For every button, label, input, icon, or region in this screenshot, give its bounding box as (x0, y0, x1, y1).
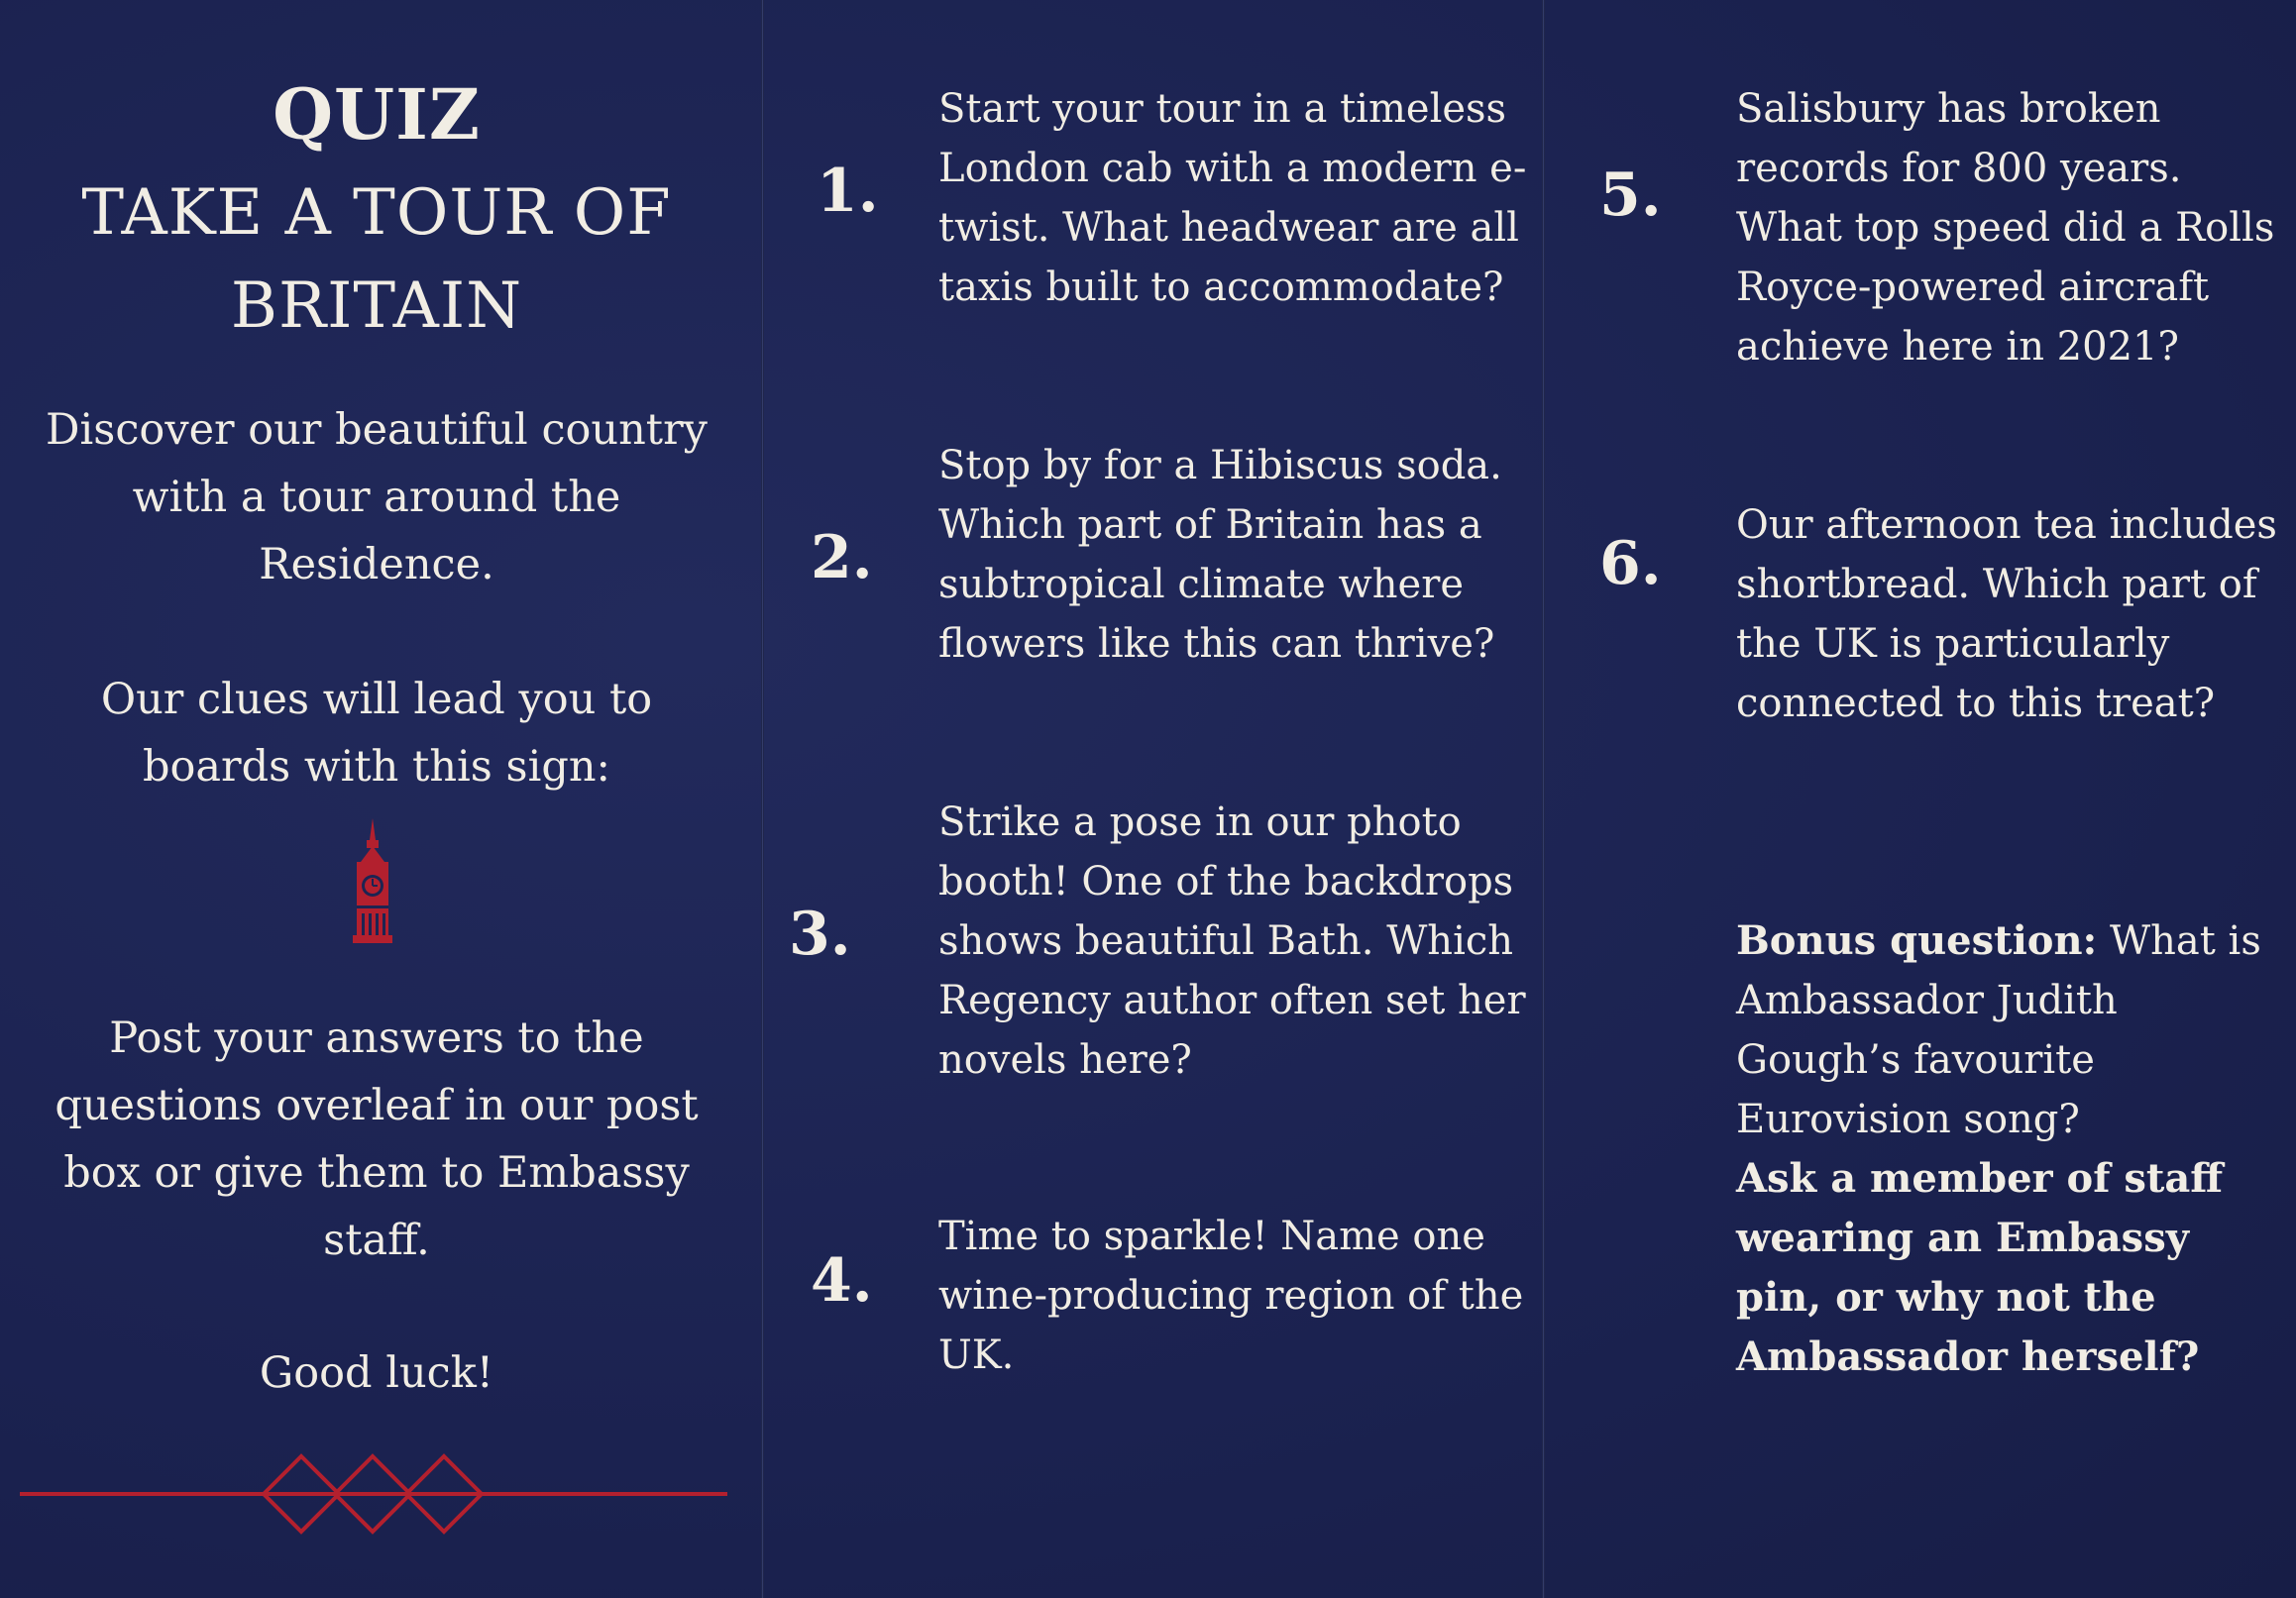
diamond-divider (20, 1446, 727, 1536)
bonus-hint: Ask a member of staff wearing an Embassy pin, or why not the Ambassador herself? (1736, 1155, 2224, 1380)
good-luck-text: Good luck! (259, 1348, 494, 1398)
question-number: 5. (1599, 160, 1662, 230)
question-text: Time to sparkle! Name one wine-producing region of the UK. (938, 1214, 1524, 1378)
question-text: Start your tour in a timeless London cab with a modern e-twist. What headwear are all taxis built to accommodate? (938, 86, 1527, 310)
bonus-label: Bonus question: (1736, 917, 2098, 964)
question-text: Stop by for a Hibiscus soda. Which part of Britain has a subtropical climate where flowers like this can thrive? (938, 443, 1502, 667)
question-text: Our afternoon tea includes shortbread. Which part of the UK is particularly connected to this treat? (1736, 502, 2277, 726)
quiz-title: QUIZ (273, 73, 481, 156)
intro-text: Discover our beautiful country with a tour around the Residence. (46, 405, 708, 589)
question-text: Strike a pose in our photo booth! One of the backdrops shows beautiful Bath. Which Regency author often set her novels here? (938, 799, 1526, 1083)
tour-title: TAKE A TOUR OF BRITAIN (81, 176, 672, 343)
bonus-text: What is Ambassador Judith Gough’s favourite Eurovision song? (1736, 918, 2261, 1142)
question-number: 3. (789, 900, 851, 969)
middle-panel (765, 0, 1540, 1598)
question-number: 6. (1599, 529, 1662, 598)
bonus-question (1736, 911, 2286, 1149)
big-ben-icon (343, 818, 402, 947)
question-number: 2. (811, 523, 873, 592)
fold-line (1542, 0, 1545, 1598)
left-panel (0, 0, 761, 1598)
post-answers-text: Post your answers to the questions overleaf in our post box or give them to Embassy staff. (55, 1013, 699, 1265)
right-panel (1546, 0, 2296, 1598)
question-text: Salisbury has broken records for 800 years. What top speed did a Rolls Royce-powered aircraft achieve here in 2021? (1736, 86, 2275, 370)
fold-line (761, 0, 764, 1598)
question-number: 4. (811, 1246, 873, 1316)
question-number: 1. (817, 157, 879, 226)
clue-text: Our clues will lead you to boards with this sign: (100, 675, 653, 792)
